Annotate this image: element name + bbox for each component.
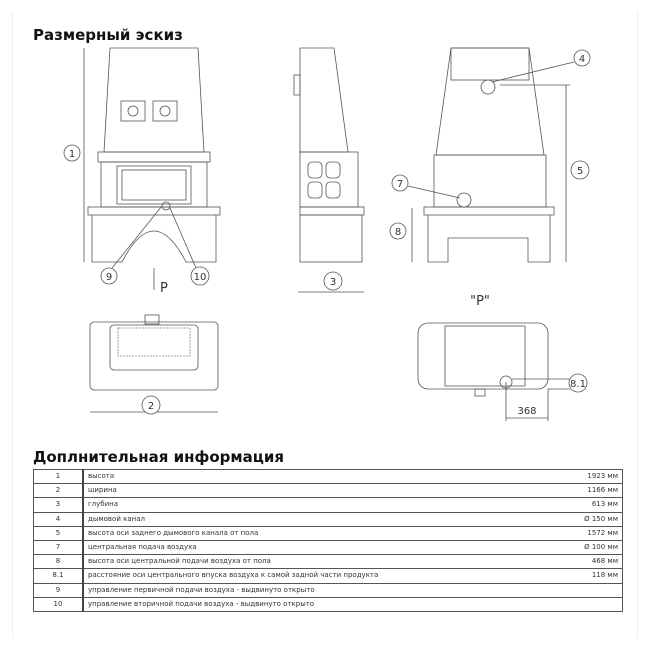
- row-number: 4: [34, 512, 84, 526]
- row-description: высота оси центральной подачи воздуха от пола: [83, 555, 554, 569]
- callout-4: [574, 50, 590, 66]
- callout-9: [101, 268, 117, 284]
- view-arrow-label: P: [160, 281, 168, 296]
- row-value: 1923 мм: [554, 470, 623, 484]
- table-row: [34, 470, 623, 484]
- table-row: [34, 512, 623, 526]
- svg-text:2: 2: [147, 401, 155, 412]
- row-value: Ø 150 мм: [554, 512, 623, 526]
- row-value: 1166 мм: [554, 484, 623, 498]
- table-row: [34, 484, 623, 498]
- svg-text:1: 1: [68, 149, 76, 160]
- view-label: "P": [470, 294, 490, 309]
- row-number: 5: [34, 526, 84, 540]
- table-row: [34, 540, 623, 554]
- row-description: высота: [83, 470, 554, 484]
- callout-2: [142, 396, 160, 414]
- row-number: 8.1: [34, 569, 84, 583]
- row-description: управление вторичной подачи воздуха - выдвинуто открыто: [83, 597, 554, 611]
- row-number: 10: [34, 597, 84, 611]
- callouts: [64, 50, 590, 417]
- row-description: ширина: [83, 484, 554, 498]
- row-description: центральная подача воздуха: [83, 540, 554, 554]
- side-view: [294, 48, 364, 292]
- table-row: [34, 583, 623, 597]
- dimension-368: 368: [517, 406, 537, 417]
- callout-5: [571, 161, 589, 179]
- callout-1: [64, 145, 80, 161]
- table-row: [34, 569, 623, 583]
- svg-text:4: 4: [578, 54, 586, 65]
- table-row: [34, 555, 623, 569]
- info-table: [33, 469, 623, 612]
- callout-8-1: [569, 374, 587, 392]
- callout-8: [390, 223, 406, 239]
- sketch-title: Размерный эскиз: [33, 26, 183, 44]
- svg-text:8.1: 8.1: [570, 379, 586, 390]
- info-title: Доплнительная информация: [33, 448, 285, 466]
- row-value: Ø 100 мм: [554, 540, 623, 554]
- row-value: 468 мм: [554, 555, 623, 569]
- table-row: [34, 597, 623, 611]
- callout-10: [191, 267, 209, 285]
- callout-3: [324, 272, 342, 290]
- callout-7: [392, 175, 408, 191]
- svg-text:9: 9: [105, 272, 113, 283]
- table-row: [34, 526, 623, 540]
- row-number: 8: [34, 555, 84, 569]
- svg-text:7: 7: [396, 179, 404, 190]
- svg-text:8: 8: [394, 227, 402, 238]
- row-value: [554, 597, 623, 611]
- row-description: глубина: [83, 498, 554, 512]
- row-description: расстояние оси центрального впуска воздуха к самой задной части продукта: [83, 569, 554, 583]
- row-description: высота оси заднего дымового канала от пола: [83, 526, 554, 540]
- row-value: 613 мм: [554, 498, 623, 512]
- row-number: 2: [34, 484, 84, 498]
- svg-text:10: 10: [193, 272, 207, 283]
- row-value: [554, 583, 623, 597]
- row-number: 7: [34, 540, 84, 554]
- row-description: дымовой канал: [83, 512, 554, 526]
- row-number: 3: [34, 498, 84, 512]
- row-value: 118 мм: [554, 569, 623, 583]
- row-number: 1: [34, 470, 84, 484]
- svg-text:5: 5: [576, 166, 584, 177]
- back-view: [408, 48, 574, 262]
- bottom-plan-view: [418, 323, 570, 421]
- row-number: 9: [34, 583, 84, 597]
- svg-text:3: 3: [329, 277, 337, 288]
- row-description: управление первичной подачи воздуха - выдвинуто открыто: [83, 583, 554, 597]
- table-row: [34, 498, 623, 512]
- front-view: [84, 48, 220, 290]
- row-value: 1572 мм: [554, 526, 623, 540]
